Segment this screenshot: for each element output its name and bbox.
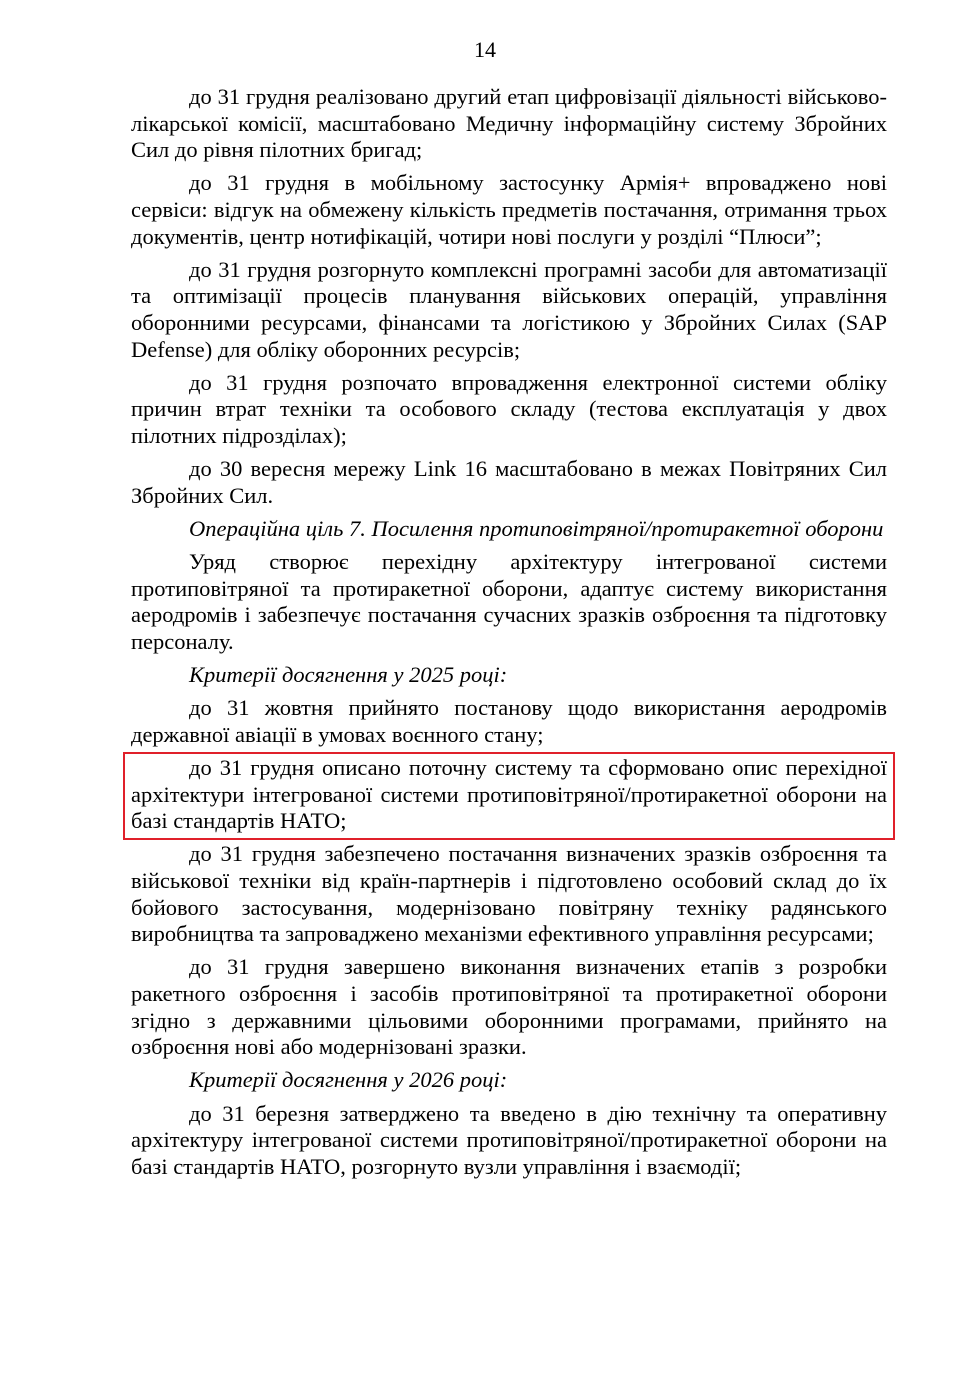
paragraph-military-medical-digitalization: до 31 грудня реалізовано другий етап цифровізації діяльності військово-лікарської комісії, масштабовано Медичну інформаційну систему Збройних Сил до рівня пілотних бригад;: [131, 84, 887, 163]
criteria-2026-heading: Критерії досягнення у 2026 році:: [189, 1067, 508, 1093]
highlighted-paragraph-text: до 31 грудня описано поточну систему та сформовано опис перехідної архітектури інтегрованої системи протиповітряної/протиракетної оборони на базі стандартів НАТО;: [131, 755, 887, 834]
criteria-2025-heading: Критерії досягнення у 2025 році:: [189, 662, 508, 688]
operational-goal-7-heading: Операційна ціль 7. Посилення протиповітряної/протиракетної оборони: [189, 515, 884, 541]
paragraph-sap-defense: до 31 грудня розгорнуто комплексні програмні засоби для автоматизації та оптимізації процесів планування військових операцій, управління оборонними ресурсами, фінансами та логістикою у Збройних Силах (SAP Defense) для обліку оборонних ресурсів;: [131, 256, 887, 362]
paragraph-link16: до 30 вересня мережу Link 16 масштабовано в межах Повітряних Сил Збройних Сил.: [131, 456, 887, 508]
paragraph-government-air-defense: Уряд створює перехідну архітектуру інтегрованої системи протиповітряної та протиракетної оборони, адаптує систему використання аеродромів і забезпечує постачання сучасних зразків озброєння та підготовку персоналу.: [131, 549, 887, 654]
paragraph-technical-architecture-2026: до 31 березня затверджено та введено в дію технічну та оперативну архітектуру інтегрованої системи протиповітряної/протиракетної оборони на базі стандартів НАТО, розгорнуто вузли управління і взаємодії;: [131, 1100, 887, 1179]
page-number: 14: [474, 37, 496, 62]
paragraph-weapons-supply: до 31 грудня забезпечено постачання визначених зразків озброєння та військової техніки від країн-партнерів і підготовлено особовий склад до їх бойового застосування, модернізовано повітряну техніку радянського виробництва та запроваджено механізми ефективного управління ресурсами;: [131, 841, 887, 947]
document-body: [131, 84, 887, 1187]
paragraph-loss-accounting-system: до 31 грудня розпочато впровадження електронної системи обліку причин втрат техніки та особового складу (тестова експлуатація у двох пілотних підрозділах);: [131, 369, 887, 448]
highlighted-paragraph-nato-architecture: [131, 755, 887, 835]
paragraph-army-plus-app: до 31 грудня в мобільному застосунку Армія+ впроваджено нові сервіси: відгук на обмежену кількість предметів постачання, отримання трьох документів, центр нотифікацій, чотири нові послуги у розділі “Плюси”;: [131, 170, 887, 249]
paragraph-missile-development: до 31 грудня завершено виконання визначених етапів з розробки ракетного озброєння і засобів протиповітряної та протиракетної оборони згідно з державними цільовими оборонними програмами, прийнято на озброєння нові або модернізовані зразки.: [131, 954, 887, 1060]
paragraph-aerodromes-resolution: до 31 жовтня прийнято постанову щодо використання аеродромів державної авіації в умовах воєнного стану;: [131, 695, 887, 747]
